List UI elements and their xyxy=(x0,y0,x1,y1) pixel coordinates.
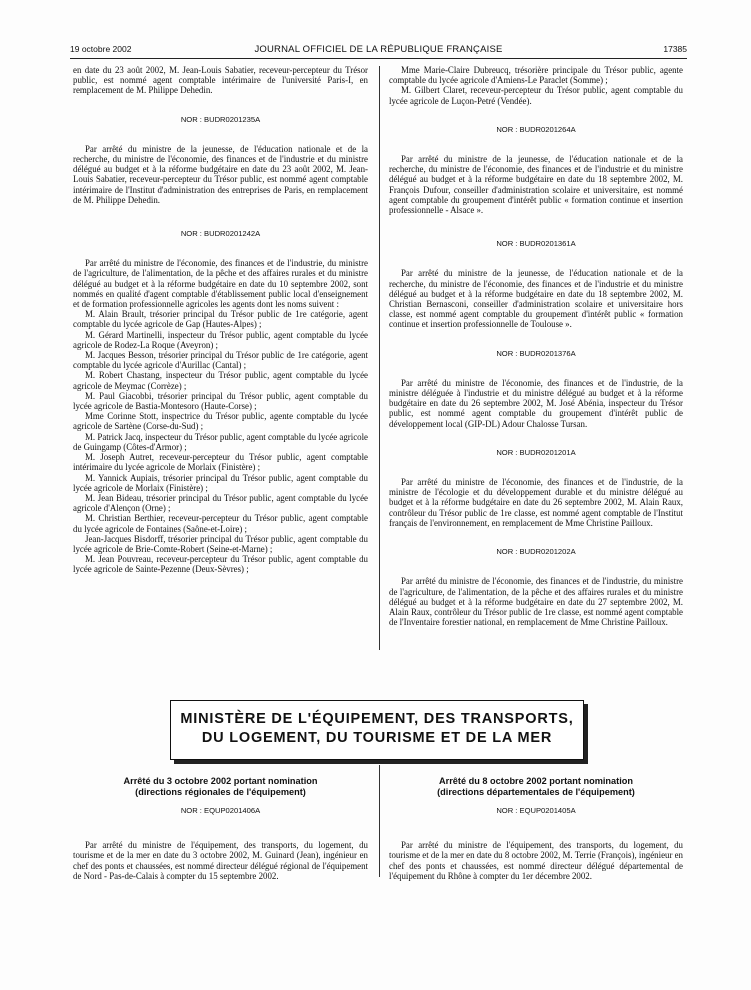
ministry-heading-box xyxy=(170,700,584,760)
column-divider xyxy=(379,66,380,650)
page-header xyxy=(70,44,687,58)
arrete-subtitle: (directions départementales de l'équipement) xyxy=(437,787,635,797)
list-item: Mme Corinne Stott, inspectrice du Trésor public, agente comptable du lycée agricole de Sartène (Corse-du-Sud) ; xyxy=(73,411,368,432)
arrete-subtitle: (directions régionales de l'équipement) xyxy=(135,787,306,797)
nor-reference: NOR : BUDR0201264A xyxy=(496,124,576,134)
arrete-left xyxy=(73,776,368,881)
nor-reference: NOR : BUDR0201202A xyxy=(496,547,576,557)
list-item: M. Jacques Besson, trésorier principal du Trésor public de 1re catégorie, agent comptable du lycée agricole d'Aurillac (Cantal) ; xyxy=(73,350,368,371)
nor-reference: NOR : BUDR0201376A xyxy=(496,348,576,358)
nor-reference: NOR : BUDR0201242A xyxy=(180,229,261,239)
paragraph: Par arrêté du ministre de l'économie, des finances et de l'industrie, de la ministre de l'écologie et du développement durable et du ministre délégué au budget et à la réforme budgétaire en date du 26 septembre 2002, M. Alain Raux, contrôleur du Trésor public de 1re classe, est nommé agent comptable de l'Institut français de l'environnement, en remplacement de Mme Christine Pailloux. xyxy=(389,477,683,528)
list-item: M. Christian Berthier, receveur-percepteur du Trésor public, agent comptable du lycée agricole de Fontaines (Saône-et-Loire) ; xyxy=(73,513,368,534)
nor-reference: NOR : EQUP0201405A xyxy=(496,806,576,815)
header-date: 19 octobre 2002 xyxy=(70,44,132,54)
paragraph: Par arrêté du ministre de l'économie, des finances et de l'industrie, du ministre de l'agriculture, de l'alimentation, de la pêche et des affaires rurales et du ministre délégué au budget et à la réforme budgétaire en date du 27 septembre 2002, M. Alain Raux, contrôleur du Trésor public de 1re classe, est nommé agent comptable de l'Inventaire forestier national, en remplacement de Mme Christine Pailloux. xyxy=(389,576,683,628)
left-column xyxy=(73,65,368,575)
nor-reference: NOR : BUDR0201361A xyxy=(496,239,576,249)
nor-reference: NOR : BUDR0201201A xyxy=(496,447,576,457)
paragraph: Par arrêté du ministre de la jeunesse, de l'éducation nationale et de la recherche, du ministre de l'économie, des finances et de l'industrie et du ministre délégué au budget et à la réforme budgétaire en date du 18 septembre 2002, M. Christian Bernasconi, conseiller d'administration scolaire et universitaire hors classe, est nommé agent comptable du groupement d'intérêt public « formation continue et insertion professionnelle de Toulouse ». xyxy=(389,268,683,330)
paragraph: Par arrêté du ministre de la jeunesse, de l'éducation nationale et de la recherche, du ministre de l'économie, des finances et de l'industrie et du ministre délégué au budget et à la réforme budgétaire en date du 23 août 2002, M. Jean-Louis Sabatier, receveur-percepteur du Trésor public, est nommé agent comptable intérimaire de l'Institut d'administration des entreprises de Paris, en remplacement de M. Philippe Dehedin. xyxy=(73,143,368,205)
paragraph: Par arrêté du ministre de l'équipement, des transports, du logement, du tourisme et de la mer en date du 3 octobre 2002, M. Guinard (Jean), ingénieur en chef des ponts et chaussées, est nommé directeur délégué régional de l'équipement de Nord - Pas-de-Calais à compter du 15 septembre 2002. xyxy=(73,840,368,881)
list-item: Mme Marie-Claire Dubreucq, trésorière principale du Trésor public, agente comptable du lycée agricole d'Amiens-Le Paraclet (Somme) ; xyxy=(389,65,683,86)
list-item: M. Joseph Autret, receveur-percepteur du Trésor public, agent comptable intérimaire du lycée agricole de Morlaix (Finistère) ; xyxy=(73,452,368,473)
paragraph: en date du 23 août 2002, M. Jean-Louis Sabatier, receveur-percepteur du Trésor public, est nommé agent comptable intérimaire de l'université Paris-I, en remplacement de M. Philippe Dehedin. xyxy=(73,65,368,96)
header-page-number: 17385 xyxy=(663,44,687,54)
list-item: M. Yannick Aupiais, trésorier principal du Trésor public, agent comptable du lycée agricole de Morlaix (Finistère) ; xyxy=(73,472,368,493)
column-divider xyxy=(379,765,380,877)
list-item: M. Jean Bideau, trésorier principal du Trésor public, agent comptable du lycée agricole d'Alençon (Orne) ; xyxy=(73,492,368,514)
list-item: M. Paul Giacobbi, trésorier principal du Trésor public, agent comptable du lycée agricole de Bastia-Montesoro (Haute-Corse) ; xyxy=(73,390,368,412)
list-item: M. Alain Brault, trésorier principal du Trésor public de 1re catégorie, agent comptable du lycée agricole de Gap (Hautes-Alpes) ; xyxy=(73,309,368,330)
list-item: M. Gérard Martinelli, inspecteur du Trésor public, agent comptable du lycée agricole de Rodez-La Roque (Aveyron) ; xyxy=(73,329,368,350)
paragraph: Par arrêté du ministre de l'équipement, des transports, du logement, du tourisme et de la mer en date du 8 octobre 2002, M. Terrie (François), ingénieur en chef des ponts et chaussées, est nommé directeur délégué départemental de l'équipement du Rhône à compter du 1er décembre 2002. xyxy=(389,840,683,881)
arrete-title: Arrêté du 8 octobre 2002 portant nomination xyxy=(439,776,633,786)
ministry-title-line1: MINISTÈRE DE L'ÉQUIPEMENT, DES TRANSPORTS, xyxy=(180,711,574,727)
list-item: M. Jean Pouvreau, receveur-percepteur du Trésor public, agent comptable du lycée agricole de Sainte-Pezenne (Deux-Sèvres) ; xyxy=(73,554,368,575)
arrete-title: Arrêté du 3 octobre 2002 portant nomination xyxy=(123,776,318,786)
list-item: M. Robert Chastang, inspecteur du Trésor public, agent comptable du lycée agricole de Meymac (Corrèze) ; xyxy=(73,370,368,391)
arrete-right xyxy=(389,776,683,881)
header-journal-title: JOURNAL OFFICIEL DE LA RÉPUBLIQUE FRANÇAISE xyxy=(254,44,503,55)
paragraph: Par arrêté du ministre de l'économie, des finances et de l'industrie, du ministre de l'agriculture, de l'alimentation, de la pêche et des affaires rurales et du ministre délégué au budget et à la réforme budgétaire en date du 10 septembre 2002, sont nommés en qualité d'agent comptable d'établissement public local d'enseignement et de formation professionnelle agricoles les agents dont les noms suivent : xyxy=(73,258,368,310)
right-column xyxy=(389,65,683,627)
header-rule xyxy=(70,58,687,59)
paragraph: Par arrêté du ministre de l'économie, des finances et de l'industrie, de la ministre déléguée à l'industrie et du ministre délégué au budget et à la réforme budgétaire en date du 26 septembre 2002, M. José Abénia, inspecteur du Trésor public, est nommé agent comptable du groupement d'intérêt public de développement local (GIP-DL) Adour Chalosse Tursan. xyxy=(389,377,683,429)
nor-reference: NOR : EQUP0201406A xyxy=(180,806,261,815)
ministry-title-line2: DU LOGEMENT, DU TOURISME ET DE LA MER xyxy=(201,730,553,746)
list-item: M. Patrick Jacq, inspecteur du Trésor public, agent comptable du lycée agricole de Guingamp (Côtes-d'Armor) ; xyxy=(73,431,368,452)
list-item: Jean-Jacques Bisdorff, trésorier principal du Trésor public, agent comptable du lycée agricole de Brie-Comte-Robert (Seine-et-Marne) ; xyxy=(73,533,368,554)
list-item: M. Gilbert Claret, receveur-percepteur du Trésor public, agent comptable du lycée agricole de Luçon-Petré (Vendée). xyxy=(389,85,683,106)
nor-reference: NOR : BUDR0201235A xyxy=(180,114,261,124)
paragraph: Par arrêté du ministre de la jeunesse, de l'éducation nationale et de la recherche, du ministre de l'économie, des finances et de l'industrie et du ministre délégué au budget et à la réforme budgétaire en date du 18 septembre 2002, M. François Dufour, conseiller d'administration scolaire et universitaire, est nommé agent comptable du groupement d'intérêt public « formation continue et insertion professionnelle - Alsace ». xyxy=(389,154,683,216)
